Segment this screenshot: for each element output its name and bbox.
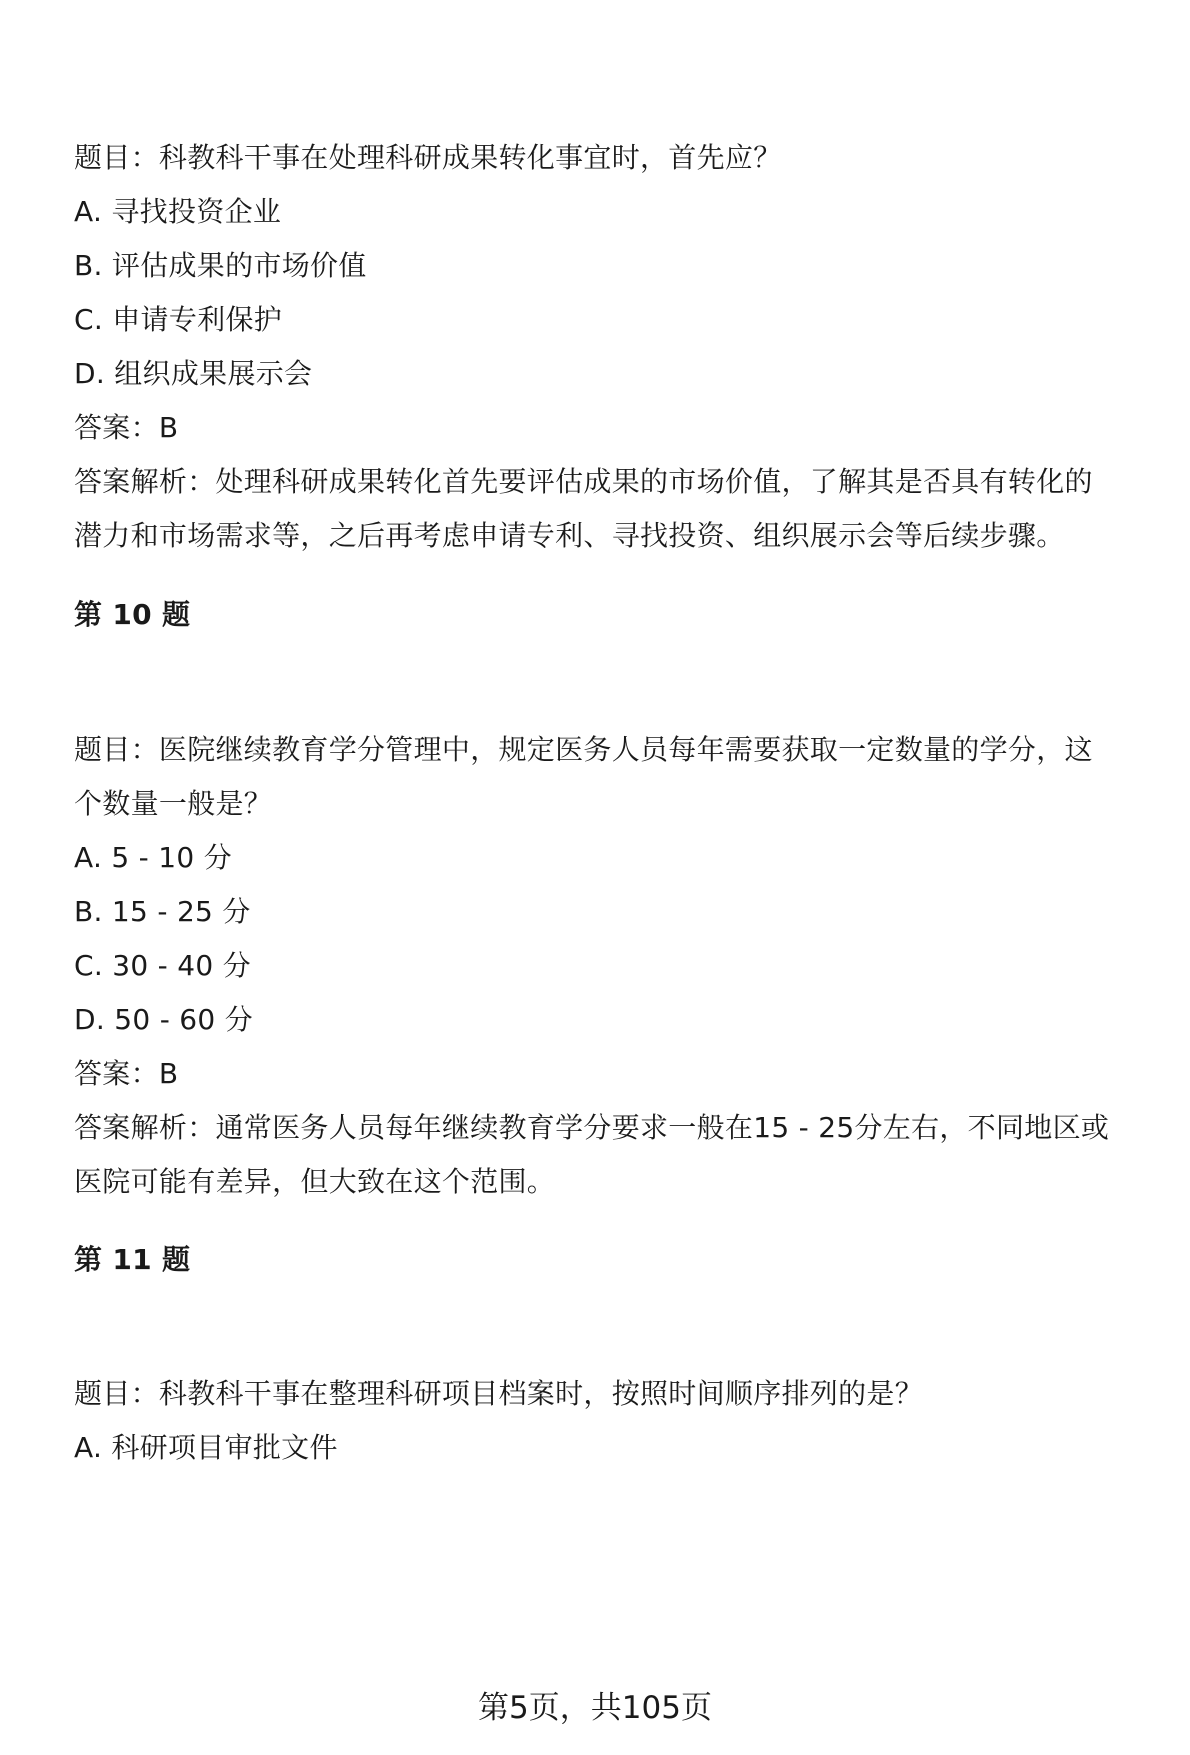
q9-explanation-line-1: 答案解析：处理科研成果转化首先要评估成果的市场价值，了解其是否具有转化的 bbox=[74, 465, 1093, 498]
q9-option-b: B. 评估成果的市场价值 bbox=[74, 249, 367, 282]
q10-option-a: A. 5 - 10 分 bbox=[74, 841, 233, 874]
q10-question-line-2: 个数量一般是？ bbox=[74, 787, 273, 820]
page-number: 第5页，共105页 bbox=[478, 1690, 712, 1726]
q11-question: 题目：科教科干事在整理科研项目档案时，按照时间顺序排列的是？ bbox=[74, 1377, 924, 1410]
q9-option-c: C. 申请专利保护 bbox=[74, 303, 283, 336]
q10-option-d: D. 50 - 60 分 bbox=[74, 1003, 254, 1036]
q10-heading: 第 10 题 bbox=[74, 598, 191, 631]
q10-explanation-line-2: 医院可能有差异，但大致在这个范围。 bbox=[74, 1165, 556, 1198]
q9-explanation-line-2: 潜力和市场需求等，之后再考虑申请专利、寻找投资、组织展示会等后续步骤。 bbox=[74, 519, 1065, 552]
q9-option-a: A. 寻找投资企业 bbox=[74, 195, 282, 228]
q11-heading: 第 11 题 bbox=[74, 1243, 191, 1276]
q10-explanation-line-1: 答案解析：通常医务人员每年继续教育学分要求一般在15 - 25分左右，不同地区或 bbox=[74, 1111, 1110, 1144]
q9-question: 题目：科教科干事在处理科研成果转化事宜时，首先应？ bbox=[74, 141, 782, 174]
q9-answer: 答案：B bbox=[74, 411, 179, 444]
q10-answer: 答案：B bbox=[74, 1057, 179, 1090]
q10-question-line-1: 题目：医院继续教育学分管理中，规定医务人员每年需要获取一定数量的学分，这 bbox=[74, 733, 1093, 766]
q10-option-c: C. 30 - 40 分 bbox=[74, 949, 252, 982]
q10-option-b: B. 15 - 25 分 bbox=[74, 895, 251, 928]
q11-option-a: A. 科研项目审批文件 bbox=[74, 1431, 338, 1464]
q9-option-d: D. 组织成果展示会 bbox=[74, 357, 313, 390]
